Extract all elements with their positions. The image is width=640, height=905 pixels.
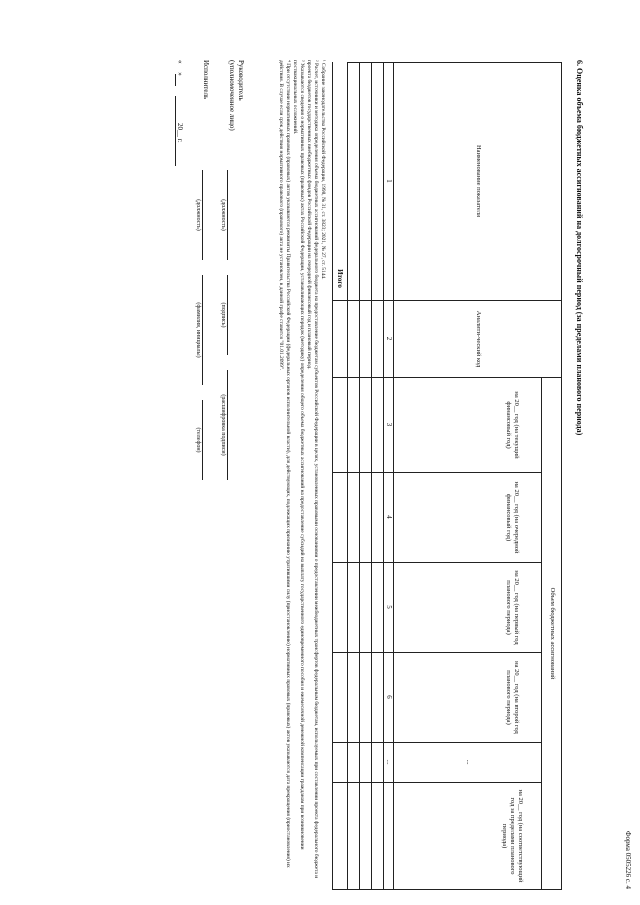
col-header-year2: на 20__ год (на очередной финансовый год) — [505, 481, 520, 554]
col-header-indicator: Наименование показателя — [475, 144, 482, 218]
executor-position-caption: (должность) — [195, 199, 201, 231]
table-border-right — [333, 889, 562, 890]
head-label: Руководитель — [237, 60, 245, 101]
col-number-ellipsis: ... — [385, 759, 393, 765]
footnote-2: ² Расчет, источники и методика определения объема бюджетных ассигнований федерального бюджета на предоставление бюджетам субъектов Российской Федерации в целях, установленных правовыми основаниями о предоставлении межбюджетных трансфертов федеральным бюджетам, используемых при составлении проекта федерального бюджета и проекта бюджетов государственных внебюджетных фондов Российской Федерации на очередной финансовый год и плановый период. — [306, 60, 319, 879]
head-name-caption: (расшифровка подписи) — [220, 394, 226, 456]
table-col-analytic-left — [333, 300, 562, 301]
allocations-table — [332, 62, 562, 890]
col-header-ellipsis: ... — [465, 759, 472, 765]
table-line-row2 — [359, 62, 360, 890]
table-col-year-n-left — [333, 782, 542, 783]
col-header-year-n: на 20__ год (на соответствующий год за пределами планового периода) — [501, 789, 524, 883]
head-name-line — [227, 370, 228, 480]
executor-position-line — [202, 170, 203, 260]
date-line: « » 20__ г. — [176, 60, 184, 143]
col-header-analytic-code: Аналити-ческий код — [475, 310, 482, 368]
date-month-line — [175, 96, 176, 166]
executor-phone-caption: (телефон) — [195, 427, 201, 453]
total-row-label: Итого — [336, 269, 345, 288]
table-line-row1 — [371, 62, 372, 890]
head-position-caption: (должность) — [220, 199, 226, 231]
col-number-5: 5 — [385, 605, 393, 609]
col-number-2: 2 — [385, 336, 393, 341]
col-header-year1: на 20__ год (на текущий финансовый год) — [505, 391, 520, 459]
head-signature-line — [227, 275, 228, 355]
head-sublabel: (уполномоченное лицо) — [228, 60, 236, 131]
footnote-3: ³ Указываются сведения о нормативных правовых (правовых) актах Российской Федерации, устанавливающих порядок (методику) определения общего объема бюджетных ассигнований на предоставление субсидий на выплату государственного единовременного пособия и ежемесячной денежной компенсации гражданам при возникновении поствакцинальных осложнений. — [292, 60, 305, 850]
executor-label: Исполнитель — [202, 60, 210, 100]
col-number-6: 6 — [385, 695, 393, 699]
col-header-year4: на 20__ год (на второй год планового периода) — [505, 661, 520, 734]
head-position-line — [227, 170, 228, 260]
col-header-year3: на 20__ год (на первый год планового периода) — [505, 570, 520, 645]
footnotes — [277, 60, 326, 880]
table-col-year4-left — [333, 652, 542, 653]
table-col-year2-left — [333, 472, 542, 473]
table-border-bottom — [332, 62, 333, 890]
footnote-1: ¹ Собрание законодательства Российской Федерации, 1998, № 31, ст. 3823; 2021, № 27, ст. 5144. — [320, 60, 326, 280]
executor-fio-caption: (фамилия, инициалы) — [195, 302, 201, 358]
head-signature-caption: (подпись) — [220, 302, 226, 328]
col-header-group: Объем бюджетных ассигнований — [549, 587, 556, 680]
col-number-3: 3 — [385, 422, 393, 427]
executor-phone-line — [202, 400, 203, 480]
form-code: Форма 0505226 с. 4 — [624, 830, 632, 889]
col-number-1: 1 — [385, 179, 393, 183]
col-number-4: 4 — [385, 515, 393, 519]
table-col-year3-left — [333, 562, 542, 563]
date-day-line — [175, 74, 176, 86]
executor-fio-line — [202, 275, 203, 385]
footnote-4: ⁴ При отсутствии нормативных правовых (правовых) актов указываются реквизиты Правительства Российской Федерации (федеральных органов исполнительной власти), для действующих, подлежащих признанию утратившими силу (приостановлению) нормативных правовых (правовых) актов указываются дата прекращения (приостановления) их действия. В случае если срок действия нормативного правового (правового) акта не установлен, в данной графе ставится "01.01.2099". — [278, 60, 291, 868]
section-title: 6. Оценка объема бюджетных ассигнований на долгосрочный период (за пределами планового периода) — [575, 60, 584, 436]
table-line-row3 — [347, 62, 348, 890]
table-col-year1-left — [333, 377, 562, 378]
